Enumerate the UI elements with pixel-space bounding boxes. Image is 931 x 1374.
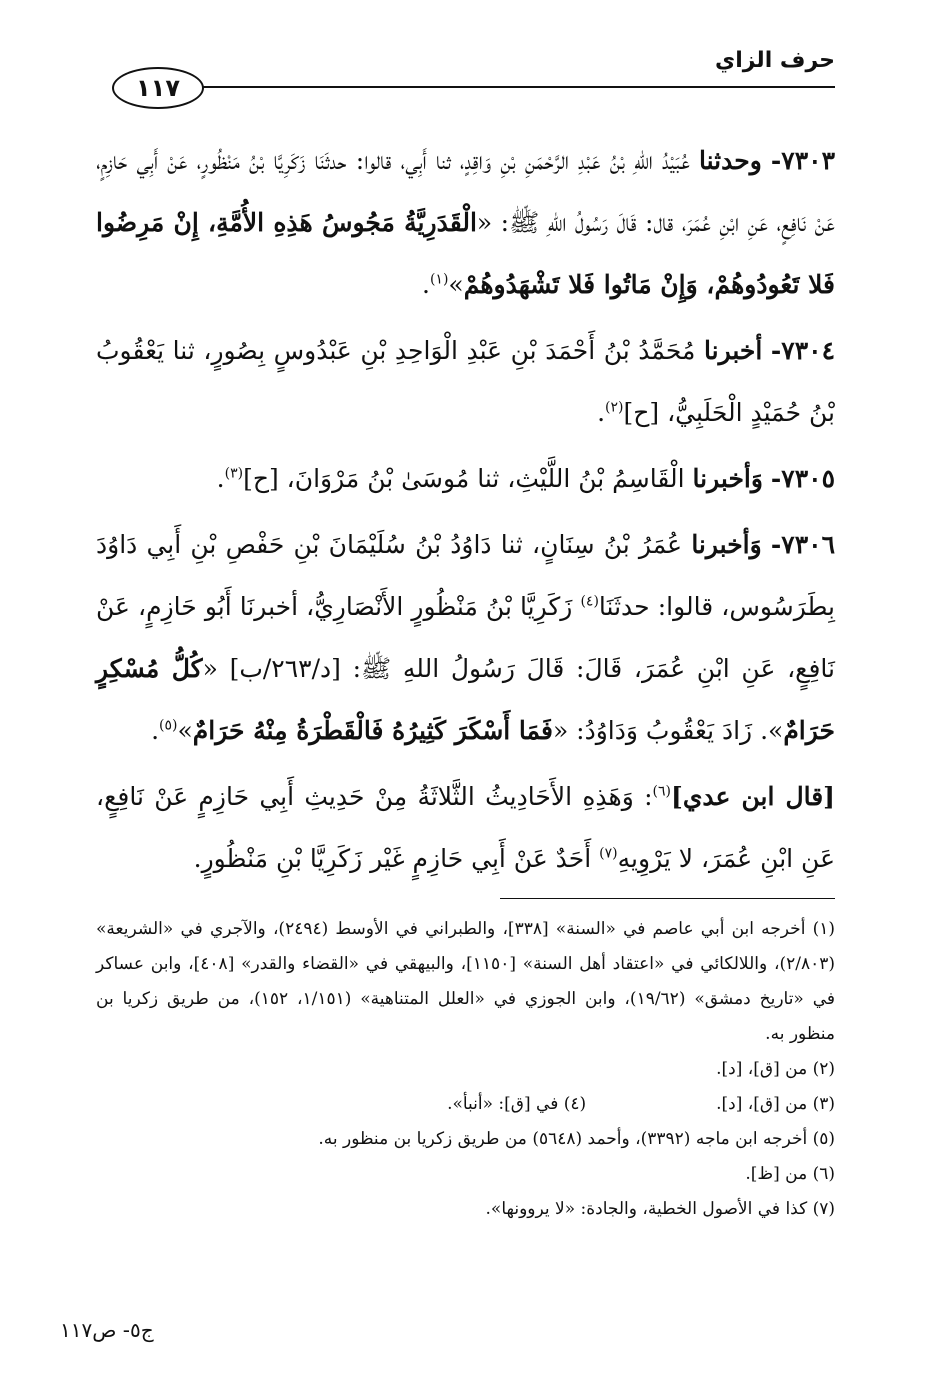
entry-isnad: عُمَرُ بْنُ سِنَانٍ، ثنا دَاوُدُ بْنُ سُلَيْمَانَ بْنِ حَفْصِ بْنِ أَبِي دَاوُدَ بِطَرَسُوس، قالوا: حدثَنَا [96,530,835,621]
closing-remark [96,766,835,890]
footnotes [96,912,835,1227]
footnote-ref[interactable]: (٥) [159,717,178,734]
footnote-rule [500,898,835,899]
footnote-6: (٦) من [ظ]. [745,1164,835,1184]
entry-end: . [151,716,160,745]
entry-7303 [96,130,835,316]
quote-close: » [448,270,464,299]
entry-7305 [96,448,835,510]
footnote-ref[interactable]: (٣) [224,465,244,482]
entry-lead: وَأخبرنا [691,530,762,559]
entry-lead: وحدثنا [699,146,762,175]
footnote-5: (٥) أخرجه ابن ماجه (٣٣٩٢)، وأحمد (٥٦٤٨) من طريق زكريا بن منظور به. [318,1129,835,1149]
page-number-badge [112,67,204,109]
entry-number: ٧٣٠٦- [770,530,836,559]
closing-text-end: أَحَدٌ عَنْ أَبِي حَازِمٍ غَيْر زَكَرِيَّا بْنِ مَنْظُورٍ. [193,844,592,873]
entry-addition: ». زَادَ يَعْقُوبُ وَدَاوُدُ: « [552,716,784,745]
entry-7304 [96,320,835,444]
footnote-ref[interactable]: (٧) [599,845,618,862]
quote-close: » [177,716,193,745]
entry-number: ٧٣٠٤- [770,336,836,365]
header-rule [190,86,835,88]
entry-lead: أخبرنا [704,336,763,365]
entry-end: . [216,464,225,493]
entry-end: . [421,270,430,299]
entry-lead: وَأخبرنا [692,464,763,493]
footnote-ref[interactable]: (٦) [652,783,671,800]
footnote-ref[interactable]: (١) [429,271,449,288]
footnote-1: (١) أخرجه ابن أبي عاصم في «السنة» [٣٣٨]، والطبراني في الأوسط (٢٤٩٤)، والآجري في «الشريعة» (٢/٨٠٣)، واللالكائي في «اعتقاد أهل السنة» [١١٥٠]، والبيهقي في «القضاء والقدر» [٤٠٨]، وابن عساكر في «تاريخ دمشق» (١٩/٦٢)، وابن الجوزي في «العلل المتناهية» (١/١٥١، ١٥٢)، من طريق زكريا بن منظور به. [96,919,836,1044]
footnote-3: (٣) من [ق]، [د]. [716,1094,835,1114]
page-number: ١١٧ [136,74,180,102]
entry-number: ٧٣٠٣- [770,146,835,175]
closing-speaker: [قال ابن عدي] [670,782,836,811]
chapter-title: حرف الزاي [715,48,835,73]
footnote-ref[interactable]: (٤) [580,593,599,610]
entry-isnad: مُحَمَّدُ بْنُ أَحْمَدَ بْنِ عَبْدِ الْوَاحِدِ بْنِ عَبْدُوسٍ بِصُورٍ، ثنا يَعْقُوبُ بْنُ حُمَيْدٍ الْحَلَبِيُّ، [ح] [96,336,835,427]
main-text [96,130,835,894]
entry-7306 [96,514,835,762]
volume-page-signature: ج٥- ص١١٧ [60,1318,154,1342]
footnote-7: (٧) كذا في الأصول الخطية، والجادة: «لا يروونها». [485,1199,835,1219]
entry-isnad: عُبَيْدُ اللهِ بْنُ عَبْدِ الرَّحْمَنِ بْنِ وَاقِدٍ، ثنا أَبِي، قالوا: حدثَنَا زَكَرِيَّا بْنُ مَنْظُورٍ، عَنْ أَبِي حَازِمٍ، عَنْ نَافِعٍ، عَنِ ابْنِ عُمَرَ، قال: قَالَ رَسُولُ اللهِ ﷺ: « [96,146,835,237]
entry-matn: الْقَدَرِيَّةُ مَجُوسُ هَذِهِ الأُمَّةِ، إِنْ مَرِضُوا فَلا تَعُودُوهُمْ، وَإِنْ مَاتُوا فَلا تَشْهَدُوهُمْ [96,208,835,299]
entry-matn: كُلُّ مُسْكِرٍ حَرَامٌ [96,654,835,745]
entry-isnad-cont: زَكَرِيَّا بْنُ مَنْظُورٍ الأَنْصَارِيُّ، أخبرنَا أَبُو حَازِمٍ، عَنْ نَافِعٍ، عَنِ ابْنِ عُمَرَ، قَالَ: قَالَ رَسُولُ اللهِ ﷺ: [د/٢٦٣/ب] « [96,592,835,683]
entry-matn-addition: فَمَا أَسْكَرَ كَثِيرُهُ فَالْقَطْرَةُ مِنْهُ حَرَامٌ [192,716,553,745]
entry-isnad: الْقَاسِمُ بْنُ اللَّيْثِ، ثنا مُوسَىٰ بْنُ مَرْوَانَ، [ح] [243,464,685,493]
footnote-4: (٤) في [ق]: «أنبأ». [447,1094,587,1114]
footnote-ref[interactable]: (٢) [605,399,624,416]
entry-end: . [597,398,606,427]
entry-number: ٧٣٠٥- [770,464,835,493]
footnote-2: (٢) من [ق]، [د]. [716,1059,835,1079]
footnote-row [96,1087,835,1122]
closing-text: : وَهَذِهِ الأَحَادِيثُ الثَّلاثَةُ مِنْ حَدِيثِ أَبِي حَازِمٍ عَنْ نَافِعٍ، عَنِ ابْنِ عُمَرَ، لا يَرْوِيهِ [96,782,835,873]
